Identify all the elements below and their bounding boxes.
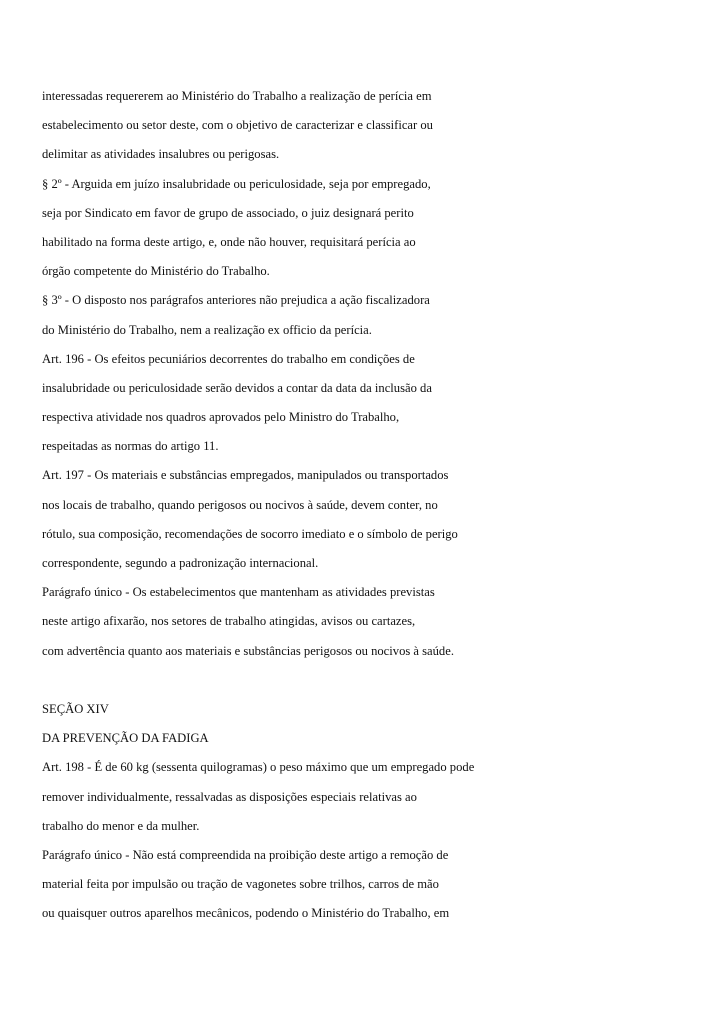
text-line: material feita por impulsão ou tração de vagonetes sobre trilhos, carros de mão: [42, 877, 439, 892]
text-line: seja por Sindicato em favor de grupo de associado, o juiz designará perito: [42, 205, 414, 220]
text-line: Art. 196 - Os efeitos pecuniários decorrentes do trabalho em condições de: [42, 351, 415, 366]
text-line: neste artigo afixarão, nos setores de trabalho atingidas, avisos ou cartazes,: [42, 614, 416, 629]
text-line: insalubridade ou periculosidade serão devidos a contar da data da inclusão da: [42, 380, 432, 395]
text-line: § 2º - Arguida em juízo insalubridade ou periculosidade, seja por empregado,: [42, 176, 431, 191]
text-line: respeitadas as normas do artigo 11.: [42, 439, 219, 454]
text-line: § 3º - O disposto nos parágrafos anteriores não prejudica a ação fiscalizadora: [42, 293, 430, 308]
text-line: nos locais de trabalho, quando perigosos ou nocivos à saúde, devem conter, no: [42, 497, 438, 512]
text-line: rótulo, sua composição, recomendações de socorro imediato e o símbolo de perigo: [42, 526, 458, 541]
text-line: respectiva atividade nos quadros aprovados pelo Ministro do Trabalho,: [42, 410, 400, 425]
text-line: Art. 198 - É de 60 kg (sessenta quilogramas) o peso máximo que um empregado pode: [42, 760, 475, 775]
text-line: interessadas requererem ao Ministério do Trabalho a realização de perícia em: [42, 89, 432, 103]
text-line: órgão competente do Ministério do Trabalho.: [42, 264, 270, 279]
text-line: Parágrafo único - Não está compreendida na proibição deste artigo a remoção de: [42, 847, 449, 862]
text-line: habilitado na forma deste artigo, e, onde não houver, requisitará perícia ao: [42, 234, 416, 249]
text-line: Art. 197 - Os materiais e substâncias empregados, manipulados ou transportados: [42, 468, 449, 483]
text-line: do Ministério do Trabalho, nem a realização ex officio da perícia.: [42, 322, 372, 337]
text-line: delimitar as atividades insalubres ou perigosas.: [42, 147, 280, 162]
blank-line: [42, 670, 702, 699]
text-line: correspondente, segundo a padronização internacional.: [42, 556, 319, 570]
text-line: trabalho do menor e da mulher.: [42, 818, 200, 833]
text-line: remover individualmente, ressalvadas as disposições especiais relativas ao: [42, 789, 417, 804]
text-line: estabelecimento ou setor deste, com o objetivo de caracterizar e classificar ou: [42, 118, 433, 133]
text-line: ou quaisquer outros aparelhos mecânicos, podendo o Ministério do Trabalho, em: [42, 906, 450, 921]
section-heading: SEÇÃO XIV: [42, 701, 109, 716]
section-title: DA PREVENÇÃO DA FADIGA: [42, 731, 209, 746]
text-line: com advertência quanto aos materiais e substâncias perigosos ou nocivos à saúde.: [42, 643, 454, 658]
document-body: [42, 86, 702, 932]
text-line: Parágrafo único - Os estabelecimentos que mantenham as atividades previstas: [42, 585, 435, 600]
